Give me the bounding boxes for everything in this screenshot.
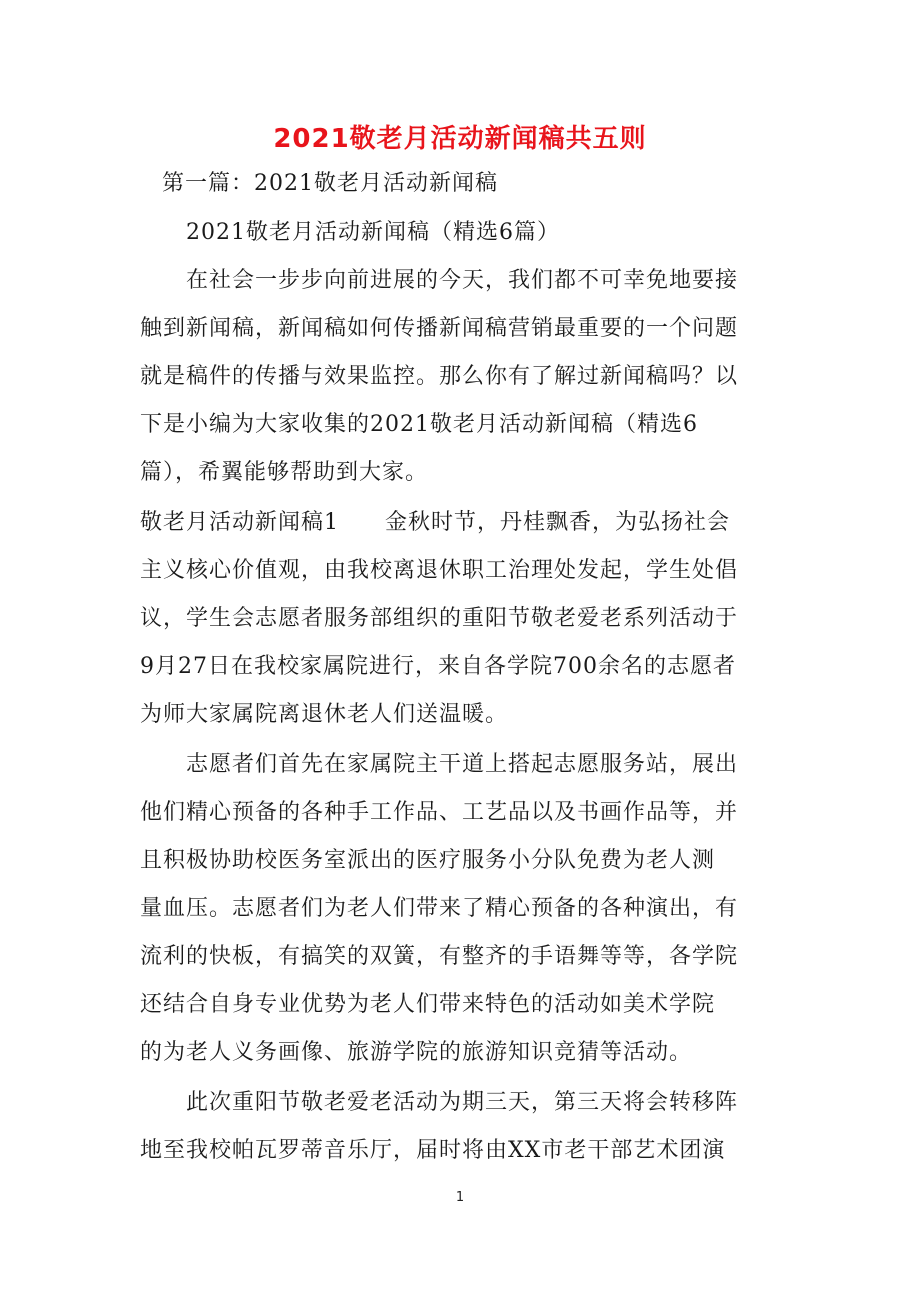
document-title: 2021敬老月活动新闻稿共五则 (273, 124, 647, 154)
paragraph-line: 9月27日在我校家属院进行，来自各学院700余名的志愿者 (140, 654, 736, 679)
paragraph-line: 量血压。志愿者们为老人们带来了精心预备的各种演出，有 (140, 896, 739, 921)
paragraph-line: 下是小编为大家收集的2021敬老月活动新闻稿（精选6 (140, 412, 698, 437)
paragraph-line: 且积极协助校医务室派出的医疗服务小分队免费为老人测 (140, 848, 716, 873)
paragraph-line: 的为老人义务画像、旅游学院的旅游知识竞猜等活动。 (140, 1040, 693, 1065)
paragraph-line: 地至我校帕瓦罗蒂音乐厅，届时将由XX市老干部艺术团演 (140, 1138, 726, 1163)
paragraph-line: 在社会一步步向前进展的今天，我们都不可幸免地要接 (186, 268, 739, 293)
paragraph-line: 触到新闻稿，新闻稿如何传播新闻稿营销最重要的一个问题 (140, 316, 739, 341)
paragraph-line: 篇），希翼能够帮助到大家。 (140, 460, 429, 485)
page-number: 1 (455, 1190, 465, 1205)
subtitle-line: 2021敬老月活动新闻稿（精选6篇） (186, 220, 560, 245)
paragraph-line: 志愿者们首先在家属院主干道上搭起志愿服务站，展出 (186, 752, 739, 777)
paragraph-line: 为师大家属院离退休老人们送温暖。 (140, 702, 509, 727)
paragraph-line: 还结合自身专业优势为老人们带来特色的活动如美术学院 (140, 992, 716, 1017)
paragraph-line: 此次重阳节敬老爱老活动为期三天，第三天将会转移阵 (186, 1090, 739, 1115)
paragraph-line: 议，学生会志愿者服务部组织的重阳节敬老爱老系列活动于 (140, 606, 739, 631)
section-heading: 第一篇：2021敬老月活动新闻稿 (162, 171, 498, 196)
paragraph-line: 流利的快板，有搞笑的双簧，有整齐的手语舞等等，各学院 (140, 944, 739, 969)
paragraph-line: 就是稿件的传播与效果监控。那么你有了解过新闻稿吗？以 (140, 364, 739, 389)
paragraph-line: 他们精心预备的各种手工作品、工艺品以及书画作品等，并 (140, 800, 739, 825)
paragraph-line: 敬老月活动新闻稿1 金秋时节，丹桂飘香，为弘扬社会 (140, 510, 730, 535)
paragraph-line: 主义核心价值观，由我校离退休职工治理处发起，学生处倡 (140, 558, 739, 583)
